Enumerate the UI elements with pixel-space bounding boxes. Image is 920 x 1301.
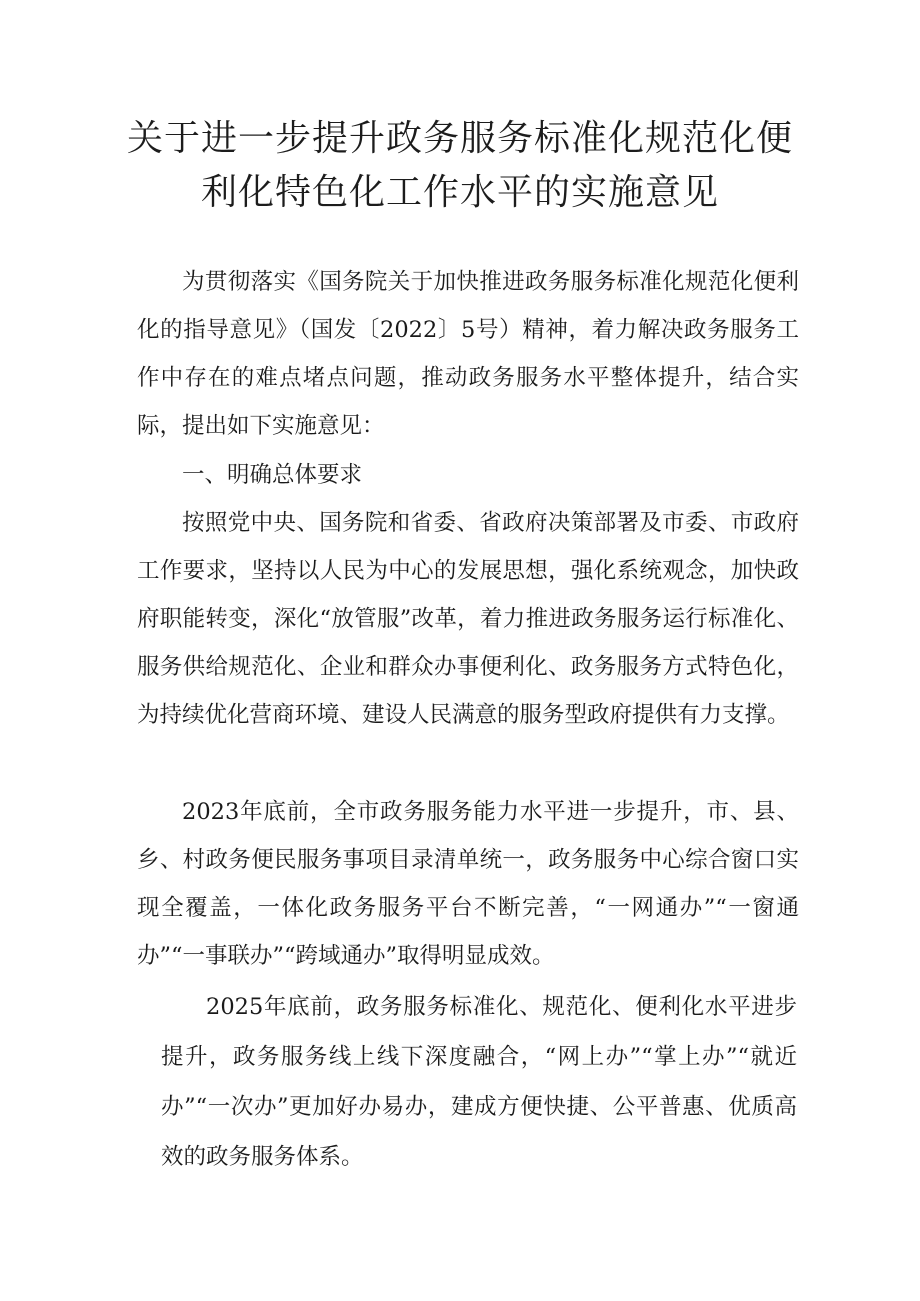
paragraph-text: 2025年底前，政务服务标准化、规范化、便利化水平进步提升，政务服务线上线下深度融合，“网上办”“掌上办”“就近办”“一次办”更加好办易办，建成方便快捷、公平普惠、优质高效的政务服务体系。: [161, 994, 797, 1170]
paragraph-2023-goal: [137, 788, 799, 980]
paragraph-requirements: [137, 499, 799, 739]
paragraph-text: 为贯彻落实《国务院关于加快推进政务服务标准化规范化便利化的指导意见》（国发〔2022〕5号）精神，着力解决政务服务工作中存在的难点堵点问题，推动政务服务水平整体提升，结合实际，提出如下实施意见：: [137, 269, 799, 439]
document-title: [100, 112, 820, 220]
paragraph-intro: [137, 258, 799, 450]
title-line-1: 关于进一步提升政务服务标准化规范化便: [126, 118, 793, 159]
paragraph-text: 2023年底前，全市政务服务能力水平进一步提升，市、县、乡、村政务便民服务事项目录清单统一，政务服务中心综合窗口实现全覆盖，一体化政务服务平台不断完善，“一网通办”“一窗通办”“一事联办”“跨域通办”取得明显成效。: [137, 799, 799, 969]
paragraph-2025-goal: [137, 982, 797, 1182]
title-line-2: 利化特色化工作水平的实施意见: [200, 172, 719, 213]
section-heading-text: 一、明确总体要求: [182, 462, 363, 488]
paragraph-text: 按照党中央、国务院和省委、省政府决策部署及市委、市政府工作要求，坚持以人民为中心的发展思想，强化系统观念，加快政府职能转变，深化“放管服”改革，着力推进政务服务运行标准化、服务供给规范化、企业和群众办事便利化、政务服务方式特色化，为持续优化营商环境、建设人民满意的服务型政府提供有力支撑。: [137, 510, 799, 728]
section-heading: [137, 451, 799, 499]
